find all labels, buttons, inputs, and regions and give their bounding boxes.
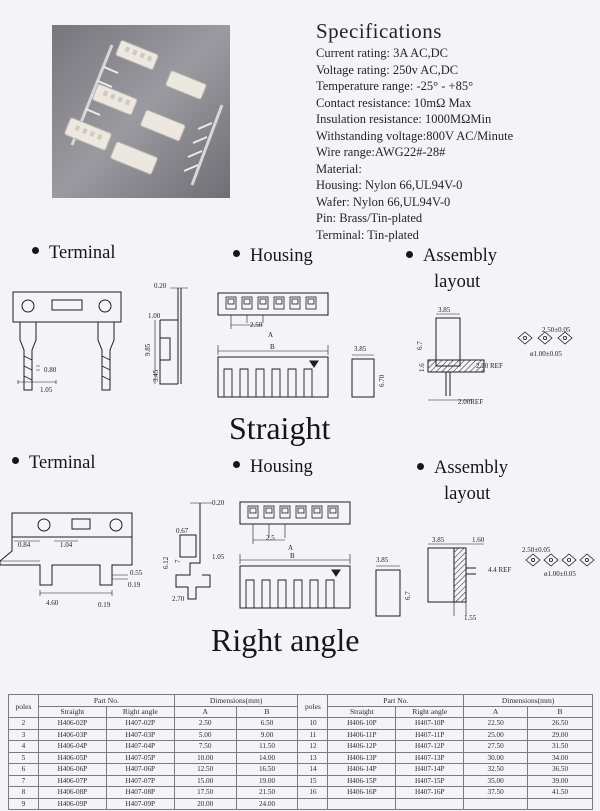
dim-label: 3.85 <box>438 306 451 314</box>
dim-label: 1.00 <box>148 312 161 320</box>
table-cell: 11 <box>298 729 328 741</box>
table-cell: H407-11P <box>396 729 464 741</box>
bullet-icon <box>12 457 19 464</box>
table-cell: 16.50 <box>236 764 298 776</box>
dim-label: 2.50±0.05 <box>542 326 571 334</box>
dim-label: 9.85 <box>144 343 152 356</box>
spec-line: Wire range:AWG22#-28# <box>316 145 446 159</box>
dim-label: 0.67 <box>176 527 189 535</box>
dim-label: 2.50±0.05 <box>522 546 551 554</box>
table-cell: 15 <box>298 775 328 787</box>
dim-label: 2.20 REF <box>476 362 503 370</box>
table-cell: 7 <box>9 775 39 787</box>
dim-label: B <box>270 343 275 351</box>
col-header-part-no: Part No. <box>328 695 464 707</box>
table-cell: 5.00 <box>174 729 236 741</box>
spec-line: Wafer: Nylon 66,UL94V-0 <box>316 194 451 209</box>
straight-heading: Straight <box>229 410 331 446</box>
table-cell: 15.00 <box>174 775 236 787</box>
right-angle-assembly-heading: Assembly layout <box>417 455 508 507</box>
table-cell <box>396 798 464 810</box>
table-cell: 9 <box>9 798 39 810</box>
dim-label: 0.19 <box>98 601 111 609</box>
dim-label: 3.85 <box>376 556 389 564</box>
table-cell: H407-07P <box>106 775 174 787</box>
dim-label: 2.70 <box>172 595 185 603</box>
spec-line: Housing: Nylon 66,UL94V-0 <box>316 178 463 192</box>
dim-label: 1.6 <box>418 363 426 372</box>
table-cell: H407-09P <box>106 798 174 810</box>
table-cell: 11.50 <box>236 741 298 753</box>
dim-label: 0.19 <box>128 581 141 589</box>
table-cell: 39.00 <box>528 775 593 787</box>
col-header-poles: poles <box>298 695 328 718</box>
table-cell: H406-15P <box>328 775 396 787</box>
spec-line: Contact resistance: 10mΩ Max <box>316 95 472 110</box>
table-cell: 16 <box>298 787 328 799</box>
spec-line: Withstanding voltage:800V AC/Minute <box>316 128 514 143</box>
dim-label: 6.7 <box>404 591 412 600</box>
product-photo <box>52 25 230 198</box>
bullet-icon <box>406 251 413 258</box>
table-row <box>9 775 593 787</box>
col-header-straight: Straight <box>38 706 106 718</box>
table-cell: H407-03P <box>106 729 174 741</box>
table-cell: 13 <box>298 752 328 764</box>
dim-label: 4.60 <box>46 599 59 607</box>
dim-label: 4.4 REF <box>488 566 512 574</box>
table-cell: 35.00 <box>464 775 528 787</box>
table-cell: 7.50 <box>174 741 236 753</box>
table-cell <box>328 798 396 810</box>
table-cell: 2 <box>9 718 39 730</box>
table-row <box>9 798 593 810</box>
table-cell: H407-16P <box>396 787 464 799</box>
dim-label: 0.84 <box>18 541 31 549</box>
specifications-title: Specifications <box>316 19 442 43</box>
table-cell: H407-10P <box>396 718 464 730</box>
spec-line: Insulation resistance: 1000MΩMin <box>316 112 492 126</box>
spec-line: Terminal: Tin-plated <box>316 227 419 242</box>
straight-terminal-dims <box>10 280 200 410</box>
table-cell: 25.00 <box>464 729 528 741</box>
table-row <box>9 787 593 799</box>
right-angle-assembly-dims <box>414 530 600 625</box>
table-cell: 17.50 <box>174 787 236 799</box>
dim-label: 6.12 <box>162 556 170 569</box>
table-cell: H406-07P <box>38 775 106 787</box>
dim-label: 2.00REF <box>458 398 484 406</box>
table-cell: 41.50 <box>528 787 593 799</box>
spec-line: Pin: Brass/Tin-plated <box>316 211 423 225</box>
table-cell: 31.50 <box>528 741 593 753</box>
dim-label: A <box>288 544 294 552</box>
table-cell: 12 <box>298 741 328 753</box>
table-cell: H406-16P <box>328 787 396 799</box>
table-cell: H407-06P <box>106 764 174 776</box>
dim-label: 1.05 <box>212 553 225 561</box>
straight-assembly-dims <box>400 300 600 415</box>
bullet-icon <box>233 461 240 468</box>
table-cell <box>464 798 528 810</box>
dim-label: B <box>290 552 295 560</box>
dim-label: 0.20 <box>154 282 167 290</box>
table-cell: 24.00 <box>236 798 298 810</box>
dim-label: 3.85 <box>432 536 445 544</box>
table-cell <box>298 798 328 810</box>
table-cell: 32.50 <box>464 764 528 776</box>
col-header-straight: Straight <box>328 706 396 718</box>
spec-line: Current rating: 3A AC,DC <box>316 46 448 60</box>
table-cell <box>528 798 593 810</box>
col-header-b: B <box>236 706 298 718</box>
table-cell: H406-13P <box>328 752 396 764</box>
table-cell: H407-08P <box>106 787 174 799</box>
col-header-right-angle: Right angle <box>106 706 174 718</box>
table-row <box>9 752 593 764</box>
dim-label: A <box>268 331 274 339</box>
dim-label: 0.80 <box>44 366 57 374</box>
bullet-icon <box>233 250 240 257</box>
col-header-poles: poles <box>9 695 39 718</box>
table-cell: 21.50 <box>236 787 298 799</box>
table-cell: 34.00 <box>528 752 593 764</box>
table-cell: 2.50 <box>174 718 236 730</box>
dim-label: 7 <box>174 559 182 563</box>
straight-assembly-heading: Assembly layout <box>406 243 497 295</box>
bullet-icon <box>417 463 424 470</box>
table-cell: 37.50 <box>464 787 528 799</box>
table-cell: 26.50 <box>528 718 593 730</box>
table-cell: H406-10P <box>328 718 396 730</box>
dim-label: 6.7 <box>416 341 424 350</box>
table-cell: H406-06P <box>38 764 106 776</box>
spec-line: Voltage rating: 250v AC,DC <box>316 62 459 77</box>
table-cell: 6.50 <box>236 718 298 730</box>
table-cell: 36.50 <box>528 764 593 776</box>
specifications-block <box>316 18 596 243</box>
dim-label: 1.55 <box>464 614 477 622</box>
table-cell: H406-05P <box>38 752 106 764</box>
table-cell: 5 <box>9 752 39 764</box>
table-cell: 10.00 <box>174 752 236 764</box>
col-header-part-no: Part No. <box>38 695 174 707</box>
dim-label: 2.50 <box>250 321 263 329</box>
table-cell: H406-11P <box>328 729 396 741</box>
table-cell: H406-14P <box>328 764 396 776</box>
col-header-right-angle: Right angle <box>396 706 464 718</box>
table-cell: H406-02P <box>38 718 106 730</box>
bullet-icon <box>32 247 39 254</box>
straight-terminal-heading: Terminal <box>32 243 116 264</box>
table-row <box>9 764 593 776</box>
dim-label: 1.05 <box>40 386 53 394</box>
connector-photo-image <box>52 25 230 198</box>
dim-label: 1.60 <box>472 536 485 544</box>
dim-label: ø1.00±0.05 <box>530 350 562 358</box>
col-header-b: B <box>528 706 593 718</box>
table-cell: H406-03P <box>38 729 106 741</box>
dim-label: 6.70 <box>378 374 386 387</box>
right-angle-heading: Right angle <box>211 622 360 658</box>
table-cell: 10 <box>298 718 328 730</box>
dim-label: 0.20 <box>212 499 225 507</box>
table-cell: H407-13P <box>396 752 464 764</box>
dim-label: 3.85 <box>354 345 367 353</box>
table-cell: 27.50 <box>464 741 528 753</box>
table-row <box>9 718 593 730</box>
table-row <box>9 741 593 753</box>
dim-label: ø1.00±0.05 <box>544 570 576 578</box>
col-header-a: A <box>464 706 528 718</box>
table-cell: H407-05P <box>106 752 174 764</box>
table-cell: 20.00 <box>174 798 236 810</box>
spec-line: Temperature range: -25° - +85° <box>316 79 474 93</box>
table-cell: 14.00 <box>236 752 298 764</box>
table-cell: 4 <box>9 741 39 753</box>
table-cell: 22.50 <box>464 718 528 730</box>
table-cell: H407-12P <box>396 741 464 753</box>
table-cell: H406-09P <box>38 798 106 810</box>
col-header-dimensions: Dimensions(mm) <box>174 695 298 707</box>
table-body <box>9 718 593 810</box>
table-cell: H407-04P <box>106 741 174 753</box>
table-cell: 8 <box>9 787 39 799</box>
straight-housing-heading: Housing <box>233 246 313 267</box>
table-cell: 14 <box>298 764 328 776</box>
dim-label: 1.04 <box>60 541 73 549</box>
table-cell: 19.00 <box>236 775 298 787</box>
table-cell: 6 <box>9 764 39 776</box>
table-cell: H406-04P <box>38 741 106 753</box>
table-cell: 29.00 <box>528 729 593 741</box>
table-cell: H407-14P <box>396 764 464 776</box>
table-cell: H407-15P <box>396 775 464 787</box>
col-header-dimensions: Dimensions(mm) <box>464 695 593 707</box>
right-angle-housing-heading: Housing <box>233 457 313 478</box>
table-cell: 12.50 <box>174 764 236 776</box>
dim-label: 3.45 <box>152 369 160 382</box>
table-cell: H406-12P <box>328 741 396 753</box>
table-cell: H407-02P <box>106 718 174 730</box>
spec-line: Material: <box>316 161 362 176</box>
col-header-a: A <box>174 706 236 718</box>
dim-label: 0.55 <box>130 569 143 577</box>
table-cell: H406-08P <box>38 787 106 799</box>
right-angle-terminal-heading: Terminal <box>12 453 96 474</box>
table-cell: 30.00 <box>464 752 528 764</box>
right-angle-terminal-dims <box>0 495 240 615</box>
table-row <box>9 729 593 741</box>
table-cell: 3 <box>9 729 39 741</box>
right-angle-housing-dims <box>232 498 412 618</box>
table-cell: 9.00 <box>236 729 298 741</box>
part-number-table <box>8 694 593 810</box>
straight-housing-dims <box>210 285 400 410</box>
dim-label: 2.5 <box>266 534 275 542</box>
